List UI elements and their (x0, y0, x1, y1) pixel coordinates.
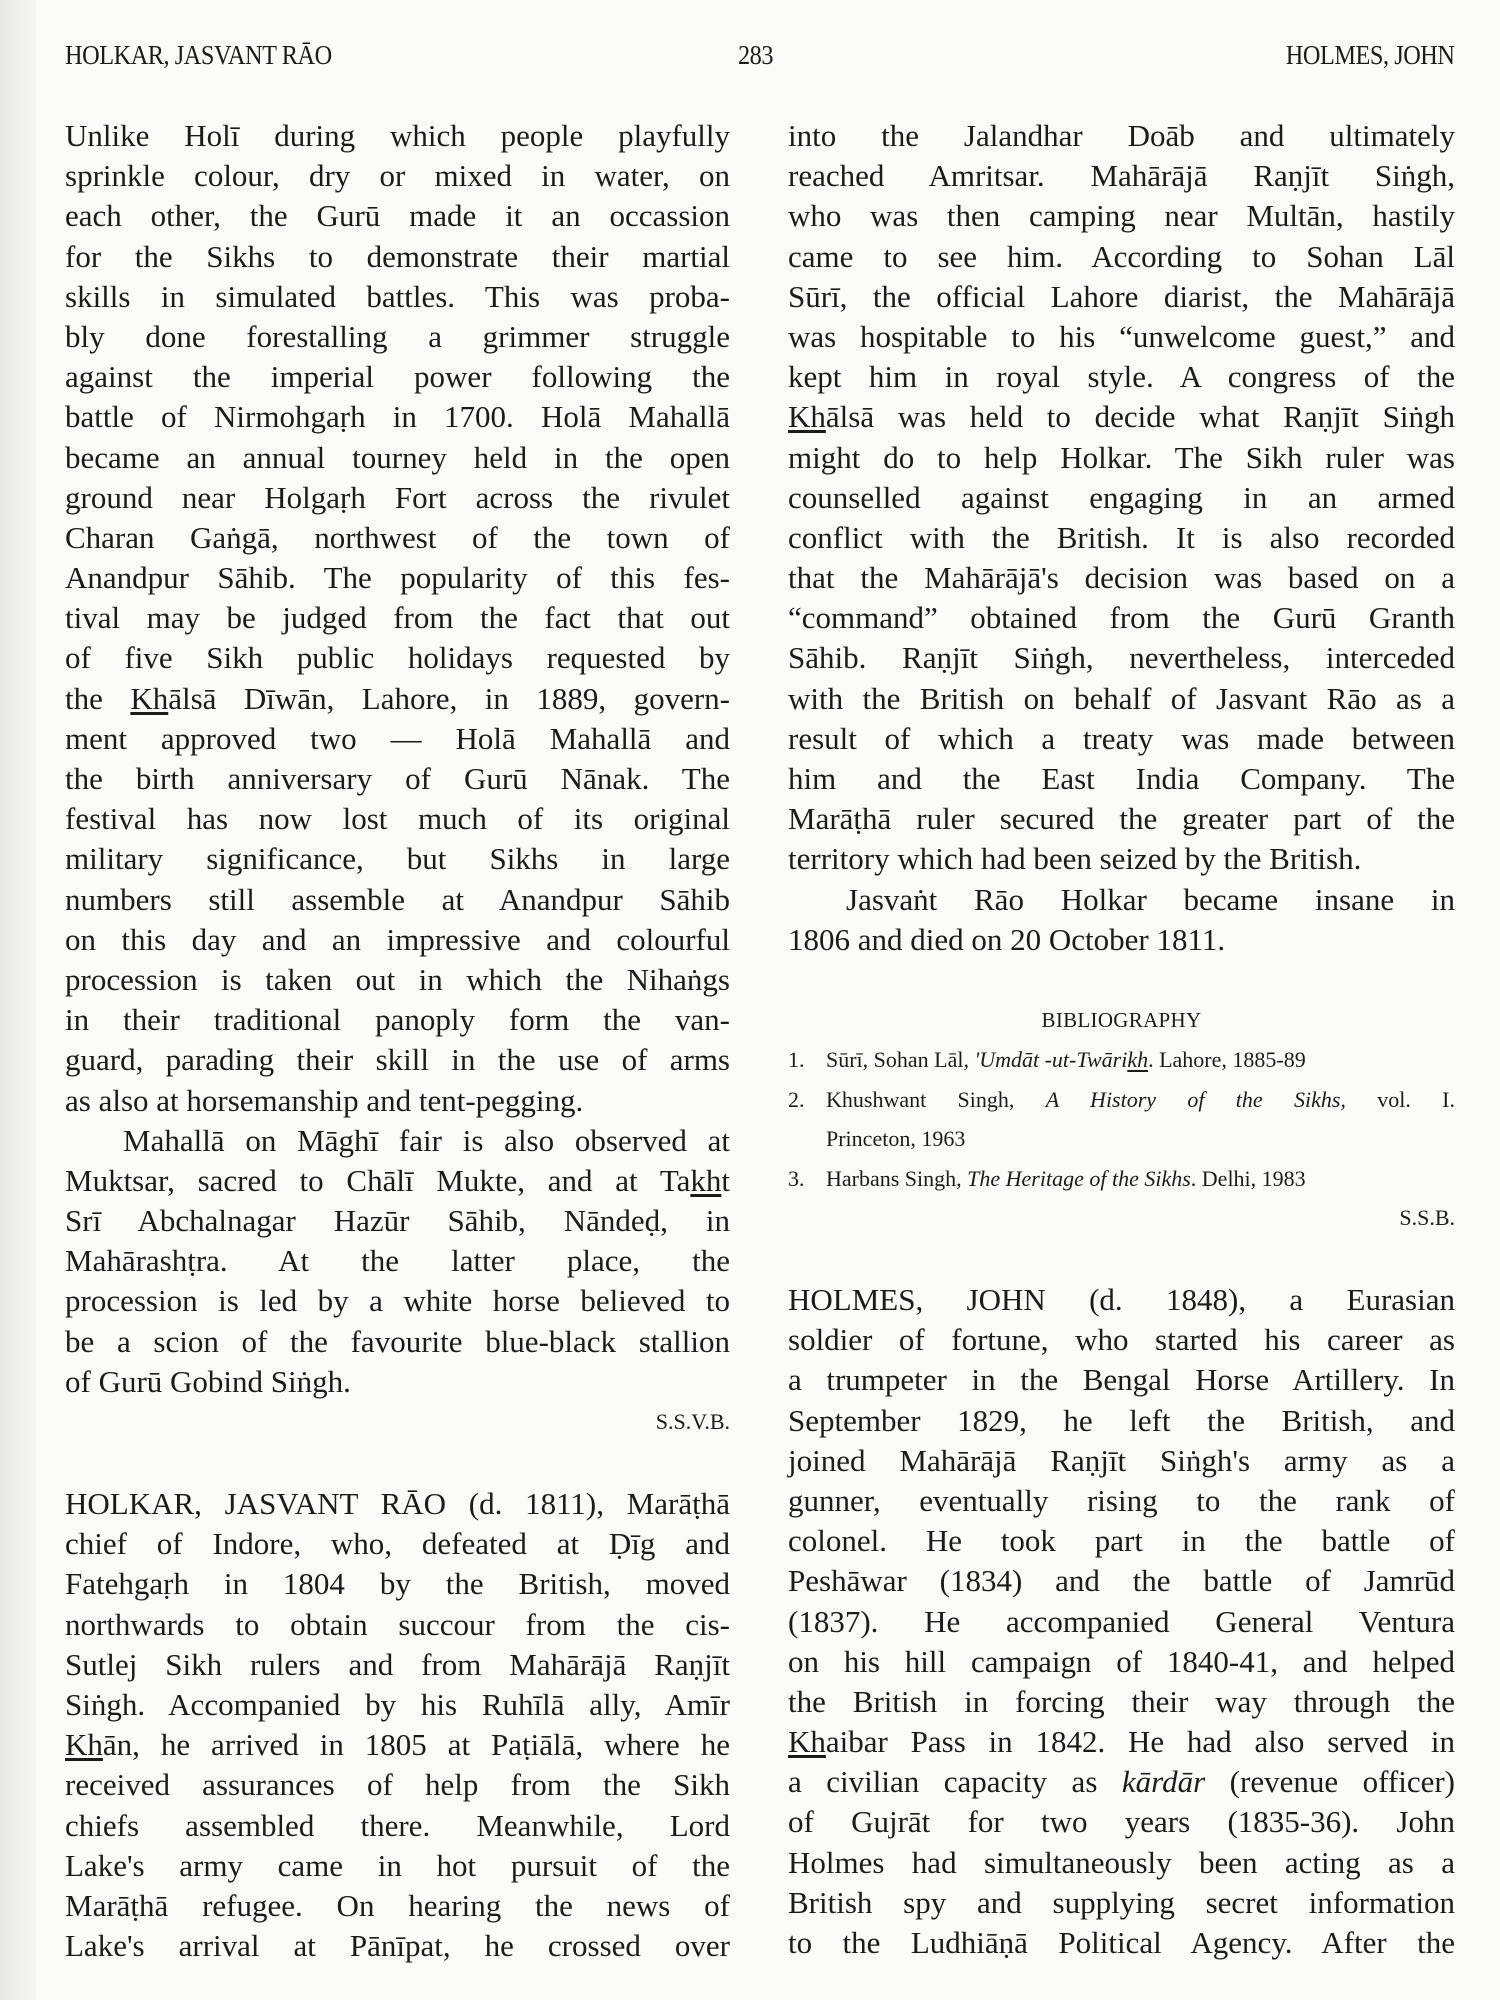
citation-line (826, 1040, 1455, 1080)
text-line: procession is taken out in which the Nihaṅgs (65, 961, 730, 997)
italic-text: 'Umdāt -ut-Twāri (974, 1047, 1128, 1072)
bibliography-number: 1. (788, 1047, 805, 1072)
text-line: result of which a treaty was made between (788, 720, 1455, 756)
text-line: Lake's arrival at Pānīpat, he crossed over (65, 1928, 730, 1964)
text-segment: Muktsar, sacred to Chālī Mukte, and at Ta (65, 1162, 691, 1198)
text-line: Marāṭhā refugee. On hearing the news of (65, 1887, 730, 1923)
running-head-right: HOLMES, JOHN (1286, 40, 1455, 70)
italic-text: kh (1127, 1047, 1149, 1072)
paragraph (65, 116, 730, 1121)
text-line (65, 679, 730, 719)
text-line: on his hill campaign of 1840-41, and helped (788, 1643, 1455, 1679)
text-segment: Khushwant Singh, (826, 1086, 1046, 1112)
text-line: of Gurū Gobind Siṅgh. (65, 1363, 351, 1399)
text-line: reached Amritsar. Mahārājā Raṇjīt Siṅgh, (788, 158, 1455, 194)
text-line: Sūrī, the official Lahore diarist, the Mahārājā (788, 278, 1455, 314)
text-line: of five Sikh public holidays requested by (65, 640, 730, 676)
text-line: joined Mahārājā Raṇjīt Siṅgh's army as a (788, 1442, 1455, 1478)
text-line: Peshāwar (1834) and the battle of Jamrūd (788, 1563, 1455, 1599)
underlined-text: Kh (788, 1724, 826, 1760)
text-line: Fatehgaṛh in 1804 by the British, moved (65, 1566, 730, 1602)
text-line: Siṅgh. Accompanied by his Ruhīlā ally, Amīr (65, 1686, 730, 1722)
text-segment: t (721, 1162, 730, 1198)
text-line: conflict with the British. It is also recorded (788, 519, 1455, 555)
text-line: skills in simulated battles. This was proba- (65, 278, 730, 314)
text-line: ground near Holgaṛh Fort across the rivulet (65, 479, 730, 515)
paragraph (65, 1484, 730, 1966)
text-line: Anandpur Sāhib. The popularity of this fes- (65, 560, 730, 596)
text-line: received assurances of help from the Sikh (65, 1767, 730, 1803)
text-line: him and the East India Company. The (788, 761, 1455, 796)
text-line: gunner, eventually rising to the rank of (788, 1482, 1455, 1518)
bibliography (788, 1000, 1455, 1238)
text-line: soldier of fortune, who started his career as (788, 1322, 1455, 1358)
text-segment: vol. I. (1345, 1086, 1456, 1112)
text-line: Lake's army came in hot pursuit of the (65, 1847, 730, 1883)
text-line: each other, the Gurū made it an occassion (65, 198, 730, 234)
text-segment: . Lahore, 1885-89 (1148, 1047, 1306, 1072)
text-line: sprinkle colour, dry or mixed in water, on (65, 158, 730, 194)
text-line: tival may be judged from the fact that out (65, 600, 730, 636)
text-line: Mahārashṭra. At the latter place, the (65, 1243, 730, 1279)
bibliography-citation (826, 1040, 1455, 1080)
bibliography-attribution: S.S.B. (1399, 1205, 1455, 1230)
citation-line (826, 1080, 1455, 1120)
right-column-holkar-continued (788, 116, 1455, 960)
text-line: the British in forcing their way through the (788, 1683, 1455, 1719)
bibliography-number: 2. (788, 1086, 805, 1112)
text-line: who was then camping near Multān, hastily (788, 198, 1455, 234)
text-line: “command” obtained from the Gurū Granth (788, 600, 1455, 636)
bibliography-list (788, 1040, 1455, 1198)
text-line: in their traditional panoply form the van- (65, 1002, 730, 1038)
text-line (788, 1762, 1455, 1802)
text-line: for the Sikhs to demonstrate their martial (65, 238, 730, 274)
text-line: chief of Indore, who, defeated at Ḍīg and (65, 1526, 730, 1562)
text-line: northwards to obtain succour from the cis- (65, 1606, 730, 1642)
text-line (788, 1722, 1455, 1762)
bibliography-item (788, 1040, 1455, 1080)
text-line: Unlike Holī during which people playfully (65, 118, 730, 153)
text-line: into the Jalandhar Doāb and ultimately (788, 118, 1455, 153)
text-line: military significance, but Sikhs in large (65, 841, 730, 877)
citation-line: Princeton, 1963 (826, 1126, 966, 1151)
page-edge-shadow (0, 0, 36, 2000)
text-segment: ālsā Dīwān, Lahore, in 1889, govern- (168, 680, 731, 716)
text-line: colonel. He took part in the battle of (788, 1523, 1455, 1559)
underlined-text: Kh (65, 1727, 103, 1763)
bibliography-heading: BIBLIOGRAPHY (1041, 1008, 1202, 1032)
text-segment: ān, he arrived in 1805 at Paṭiālā, where he (102, 1727, 730, 1763)
paragraph (788, 880, 1455, 960)
author-attribution: S.S.V.B. (655, 1409, 730, 1434)
text-line: Sāhib. Raṇjīt Siṅgh, nevertheless, interceded (788, 640, 1455, 676)
text-line: Holmes had simultaneously been acting as a (788, 1844, 1455, 1880)
text-line: numbers still assemble at Anandpur Sāhib (65, 881, 730, 917)
text-line: (1837). He accompanied General Ventura (788, 1603, 1455, 1639)
text-segment: ālsā was held to decide what Raṇjīt Siṅgh (825, 399, 1455, 435)
left-column-holla-mahalla (65, 116, 730, 1442)
bibliography-number: 3. (788, 1165, 805, 1191)
underlined-text: Kh (130, 680, 169, 716)
text-line: HOLKAR, JASVANT RĀO (d. 1811), Marāṭhā (65, 1486, 730, 1521)
text-line: might do to help Holkar. The Sikh ruler was (788, 439, 1455, 475)
text-line: be a scion of the favourite blue-black stallion (65, 1323, 730, 1359)
paragraph (65, 1121, 730, 1443)
text-line: against the imperial power following the (65, 359, 730, 395)
text-line: Marāṭhā ruler secured the greater part of the (788, 801, 1455, 837)
italic-text: A History of the Sikhs, (1045, 1086, 1346, 1112)
text-line: Mahallā on Māghī fair is also observed at (123, 1122, 730, 1158)
page-number: 283 (737, 40, 774, 70)
text-line: festival has now lost much of its original (65, 801, 730, 837)
running-head-left: HOLKAR, JASVANT RĀO (65, 40, 332, 70)
text-line: the birth anniversary of Gurū Nānak. The (65, 761, 730, 796)
text-line: with the British on behalf of Jasvant Rāo as a (788, 680, 1455, 716)
text-line: territory which had been seized by the British. (788, 841, 1362, 877)
bibliography-citation (826, 1159, 1455, 1199)
left-column-holkar-entry (65, 1484, 730, 1966)
text-line: guard, parading their skill in the use of arms (65, 1042, 730, 1078)
right-column-holmes-entry (788, 1280, 1455, 1963)
citation-line (826, 1159, 1455, 1199)
text-line: came to see him. According to Sohan Lāl (788, 238, 1455, 274)
text-line: Charan Gaṅgā, northwest of the town of (65, 519, 730, 555)
text-line (788, 397, 1455, 437)
text-line: HOLMES, JOHN (d. 1848), a Eurasian (788, 1282, 1455, 1317)
text-line: counselled against engaging in an armed (788, 479, 1455, 515)
text-segment: . Delhi, 1983 (1190, 1165, 1306, 1191)
text-line: 1806 and died on 20 October 1811. (788, 921, 1226, 957)
text-line: bly done forestalling a grimmer struggle (65, 318, 730, 354)
text-segment: the (65, 680, 131, 716)
text-line: a trumpeter in the Bengal Horse Artillery. In (788, 1362, 1455, 1398)
text-line: that the Mahārājā's decision was based on a (788, 560, 1455, 596)
text-segment: Harbans Singh, (826, 1165, 968, 1191)
bibliography-citation (826, 1080, 1455, 1159)
text-line: chiefs assembled there. Meanwhile, Lord (65, 1807, 730, 1843)
text-segment: Sūrī, Sohan Lāl, (826, 1047, 975, 1072)
text-line: Srī Abchalnagar Hazūr Sāhib, Nāndeḍ, in (65, 1203, 730, 1239)
text-segment: a civilian capacity as (788, 1764, 1122, 1800)
text-line: procession is led by a white horse believed to (65, 1283, 730, 1319)
text-line: became an annual tourney held in the open (65, 439, 730, 475)
text-segment: aibar Pass in 1842. He had also served in (825, 1724, 1455, 1760)
text-line: ment approved two — Holā Mahallā and (65, 720, 730, 756)
bibliography-item (788, 1159, 1455, 1199)
italic-text: The Heritage of the Sikhs (967, 1165, 1191, 1191)
text-line: kept him in royal style. A congress of the (788, 359, 1455, 395)
text-line: British spy and supplying secret information (788, 1884, 1455, 1920)
text-line: on this day and an impressive and colourful (65, 921, 730, 957)
text-line: September 1829, he left the British, and (788, 1402, 1455, 1438)
paragraph (788, 1280, 1455, 1963)
text-line: as also at horsemanship and tent-pegging. (65, 1082, 584, 1118)
text-line: to the Ludhiāṇā Political Agency. After the (788, 1925, 1455, 1960)
text-line: of Gujrāt for two years (1835-36). John (788, 1804, 1455, 1840)
paragraph (788, 116, 1455, 880)
italic-text: kārdār (1121, 1764, 1206, 1800)
text-line: Sutlej Sikh rulers and from Mahārājā Raṇjīt (65, 1646, 730, 1682)
underlined-text: kh (690, 1162, 722, 1198)
text-line: Jasvaṅt Rāo Holkar became insane in (846, 881, 1455, 917)
text-line: battle of Nirmohgaṛh in 1700. Holā Mahallā (65, 399, 730, 435)
text-line (65, 1725, 730, 1765)
text-line (65, 1161, 730, 1201)
text-segment: (revenue officer) (1205, 1764, 1455, 1800)
text-line: was hospitable to his “unwelcome guest,” and (788, 318, 1455, 354)
underlined-text: Kh (788, 399, 826, 435)
bibliography-item (788, 1080, 1455, 1159)
